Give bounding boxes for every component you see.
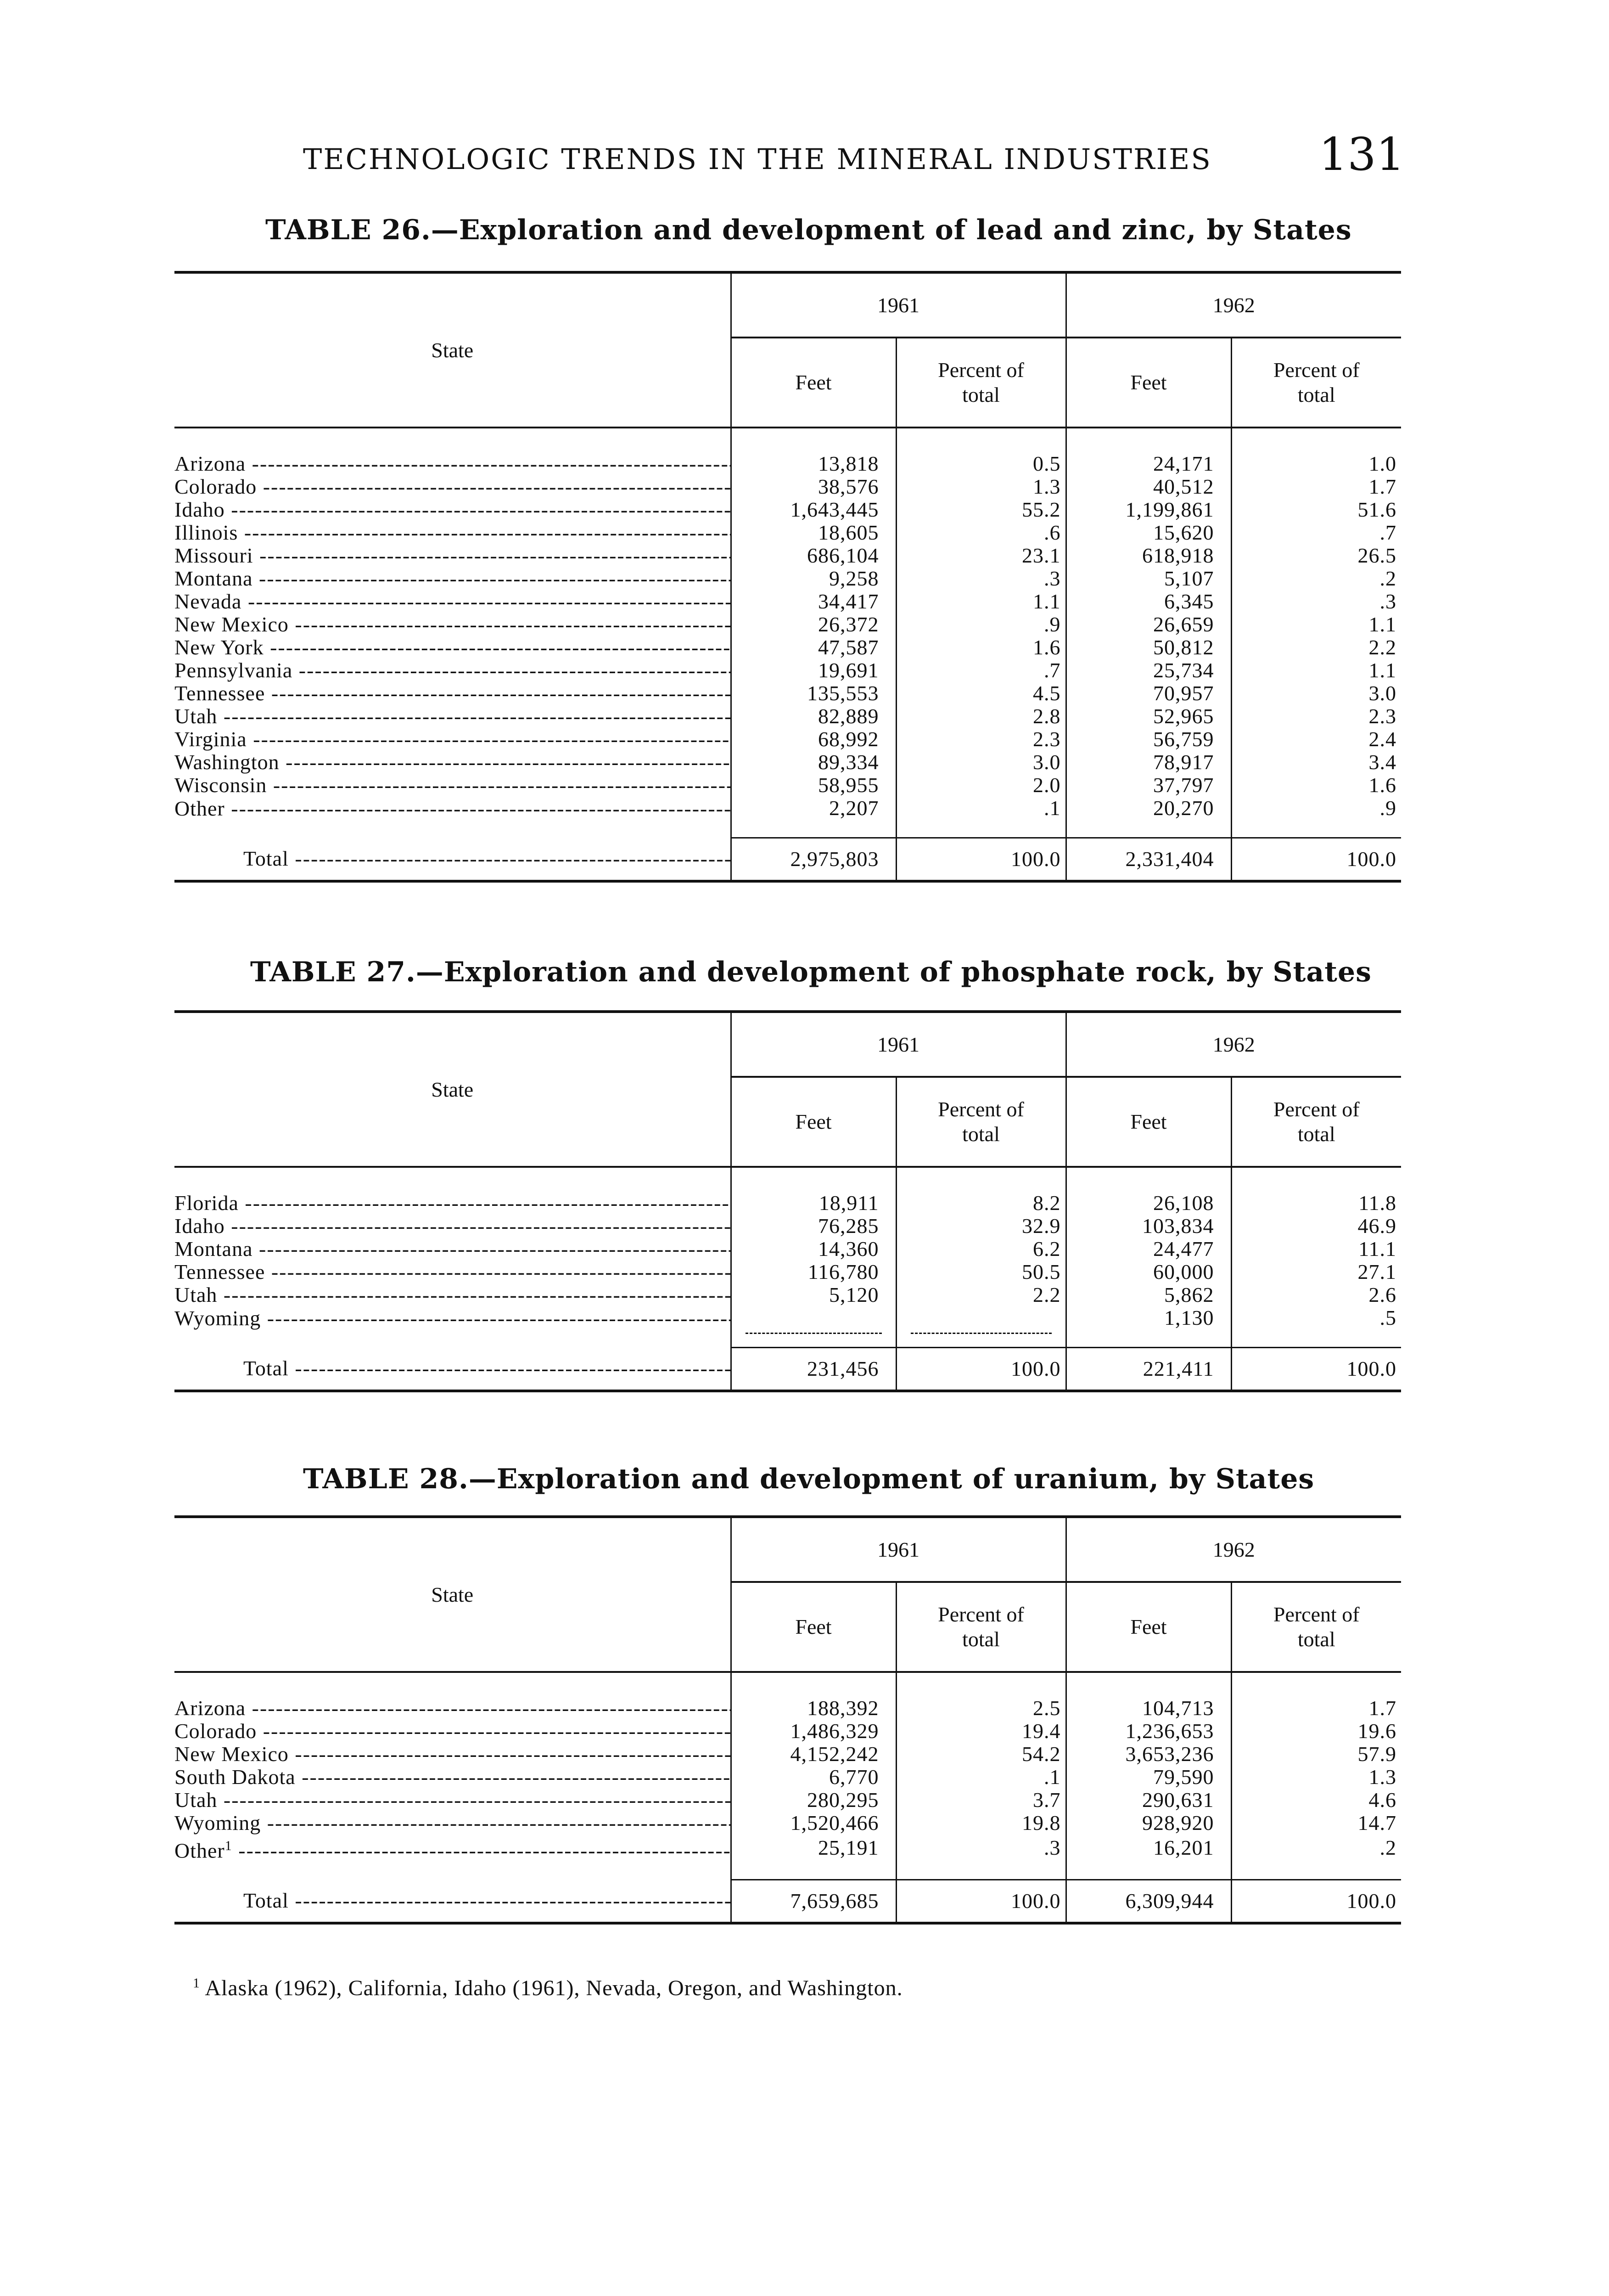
feet-1961: 58,955 bbox=[731, 774, 896, 797]
table-row bbox=[174, 1743, 1401, 1766]
table-row bbox=[174, 521, 1401, 544]
table-row bbox=[174, 1215, 1401, 1238]
state-label: Wyoming bbox=[174, 1306, 261, 1330]
table-row bbox=[174, 1720, 1401, 1743]
table-row bbox=[174, 1835, 1401, 1880]
feet-1961: 89,334 bbox=[731, 751, 896, 774]
feet-header: Feet bbox=[731, 1582, 896, 1672]
state-column-header: State bbox=[174, 1517, 731, 1672]
table-row bbox=[174, 682, 1401, 705]
year-1961-header: 1961 bbox=[731, 1012, 1066, 1077]
percent-1962: 11.1 bbox=[1231, 1238, 1401, 1261]
table-28 bbox=[174, 1515, 1401, 1925]
state-label: Montana bbox=[174, 1238, 253, 1261]
state-name bbox=[174, 797, 731, 838]
feet-1961: 280,295 bbox=[731, 1789, 896, 1812]
percent-1961: 3.0 bbox=[896, 751, 1066, 774]
percent-header bbox=[896, 338, 1066, 428]
state-label: Other bbox=[174, 1839, 225, 1863]
percent-1962: 1.1 bbox=[1231, 659, 1401, 682]
table-26-caption: TABLE 26.—Exploration and development of lead and zinc, by States bbox=[265, 214, 1352, 246]
percent-1961: .9 bbox=[896, 613, 1066, 636]
percent-1961: 6.2 bbox=[896, 1238, 1066, 1261]
feet-1961: 47,587 bbox=[731, 636, 896, 659]
percent-header-line1: Percent of bbox=[1273, 358, 1360, 382]
feet-1962: 15,620 bbox=[1066, 521, 1231, 544]
total-feet-1962: 221,411 bbox=[1066, 1348, 1231, 1391]
table-row bbox=[174, 1789, 1401, 1812]
total-percent-1961: 100.0 bbox=[896, 1348, 1066, 1391]
state-name bbox=[174, 1167, 731, 1215]
state-label: Utah bbox=[174, 705, 218, 728]
feet-1961: 25,191 bbox=[731, 1835, 896, 1880]
table-row bbox=[174, 1812, 1401, 1835]
feet-header: Feet bbox=[731, 338, 896, 428]
feet-1961: 9,258 bbox=[731, 567, 896, 590]
percent-1961: .3 bbox=[896, 567, 1066, 590]
state-label: Florida bbox=[174, 1191, 239, 1215]
table-row bbox=[174, 1306, 1401, 1348]
feet-1962: 928,920 bbox=[1066, 1812, 1231, 1835]
percent-1961: 19.8 bbox=[896, 1812, 1066, 1835]
percent-1961: 2.2 bbox=[896, 1283, 1066, 1306]
table-row bbox=[174, 567, 1401, 590]
feet-1961: 18,911 bbox=[731, 1167, 896, 1215]
total-label: Total ----- bbox=[174, 1348, 731, 1391]
feet-1961: 4,152,242 bbox=[731, 1743, 896, 1766]
footnote-ref: 1 bbox=[224, 1838, 232, 1853]
feet-1961: 1,486,329 bbox=[731, 1720, 896, 1743]
percent-header-line2: total bbox=[1297, 383, 1335, 406]
state-label: Wyoming bbox=[174, 1812, 261, 1835]
table-row bbox=[174, 774, 1401, 797]
percent-1961: 2.3 bbox=[896, 728, 1066, 751]
state-name bbox=[174, 1720, 731, 1743]
table-27 bbox=[174, 1010, 1401, 1392]
table-row bbox=[174, 1283, 1401, 1306]
table-row bbox=[174, 659, 1401, 682]
percent-header-line2: total bbox=[962, 1122, 1000, 1146]
state-label: Tennessee bbox=[174, 682, 265, 705]
state-name bbox=[174, 1789, 731, 1812]
percent-1961: 19.4 bbox=[896, 1720, 1066, 1743]
feet-1961 bbox=[731, 1306, 896, 1348]
state-label: Utah bbox=[174, 1789, 218, 1812]
state-name bbox=[174, 521, 731, 544]
percent-1962: .9 bbox=[1231, 797, 1401, 838]
state-name bbox=[174, 590, 731, 613]
percent-header-line1: Percent of bbox=[938, 1603, 1024, 1626]
state-label: Arizona bbox=[174, 1696, 246, 1720]
percent-1962: 27.1 bbox=[1231, 1261, 1401, 1283]
page-number: 131 bbox=[1318, 129, 1405, 181]
percent-1961: 2.0 bbox=[896, 774, 1066, 797]
state-label: Nevada bbox=[174, 590, 242, 613]
state-name bbox=[174, 705, 731, 728]
percent-1961 bbox=[896, 1306, 1066, 1348]
percent-header bbox=[1231, 1077, 1401, 1167]
table-27-caption: TABLE 27.—Exploration and development of phosphate rock, by States bbox=[250, 956, 1372, 988]
table-row bbox=[174, 475, 1401, 498]
percent-1962: 11.8 bbox=[1231, 1167, 1401, 1215]
state-name bbox=[174, 544, 731, 567]
state-label: New York bbox=[174, 636, 264, 659]
percent-1961: 23.1 bbox=[896, 544, 1066, 567]
percent-header-line2: total bbox=[1297, 1627, 1335, 1651]
percent-1961: .1 bbox=[896, 797, 1066, 838]
percent-1962: .7 bbox=[1231, 521, 1401, 544]
state-label: Colorado bbox=[174, 475, 257, 498]
feet-header: Feet bbox=[731, 1077, 896, 1167]
feet-1961: 68,992 bbox=[731, 728, 896, 751]
feet-1962: 6,345 bbox=[1066, 590, 1231, 613]
percent-1962: .3 bbox=[1231, 590, 1401, 613]
percent-1962: 1.1 bbox=[1231, 613, 1401, 636]
total-percent-1962: 100.0 bbox=[1231, 838, 1401, 882]
percent-header-line2: total bbox=[962, 1627, 1000, 1651]
state-label: Idaho bbox=[174, 1215, 225, 1238]
percent-1961: 1.1 bbox=[896, 590, 1066, 613]
year-1962-header: 1962 bbox=[1066, 272, 1401, 338]
feet-1962: 56,759 bbox=[1066, 728, 1231, 751]
feet-1962: 5,862 bbox=[1066, 1283, 1231, 1306]
percent-1962: 1.3 bbox=[1231, 1766, 1401, 1789]
state-label: Utah bbox=[174, 1283, 218, 1306]
percent-1961: 3.7 bbox=[896, 1789, 1066, 1812]
table-row bbox=[174, 1261, 1401, 1283]
feet-1962: 5,107 bbox=[1066, 567, 1231, 590]
state-label: New Mexico bbox=[174, 1743, 289, 1766]
percent-1962: 2.3 bbox=[1231, 705, 1401, 728]
feet-1962: 60,000 bbox=[1066, 1261, 1231, 1283]
feet-1961: 2,207 bbox=[731, 797, 896, 838]
percent-1962: 51.6 bbox=[1231, 498, 1401, 521]
state-label: Wisconsin bbox=[174, 774, 267, 797]
running-title: TECHNOLOGIC TRENDS IN THE MINERAL INDUSTRIES bbox=[303, 142, 1212, 176]
feet-1961: 188,392 bbox=[731, 1672, 896, 1720]
state-label: Pennsylvania bbox=[174, 659, 293, 682]
state-column-header: State bbox=[174, 1012, 731, 1167]
feet-1962: 1,236,653 bbox=[1066, 1720, 1231, 1743]
feet-1962: 40,512 bbox=[1066, 475, 1231, 498]
table-row bbox=[174, 728, 1401, 751]
feet-1962: 26,108 bbox=[1066, 1167, 1231, 1215]
state-name bbox=[174, 774, 731, 797]
table-row bbox=[174, 1167, 1401, 1215]
percent-1961: 55.2 bbox=[896, 498, 1066, 521]
feet-1961: 76,285 bbox=[731, 1215, 896, 1238]
feet-1962: 26,659 bbox=[1066, 613, 1231, 636]
state-name bbox=[174, 636, 731, 659]
percent-1962: 4.6 bbox=[1231, 1789, 1401, 1812]
total-feet-1961: 2,975,803 bbox=[731, 838, 896, 882]
percent-1962: 2.2 bbox=[1231, 636, 1401, 659]
state-label: Idaho bbox=[174, 498, 225, 521]
feet-1962: 3,653,236 bbox=[1066, 1743, 1231, 1766]
total-feet-1962: 6,309,944 bbox=[1066, 1880, 1231, 1923]
year-1961-header: 1961 bbox=[731, 1517, 1066, 1582]
table-row bbox=[174, 498, 1401, 521]
total-percent-1961: 100.0 bbox=[896, 1880, 1066, 1923]
table-row bbox=[174, 590, 1401, 613]
percent-header-line1: Percent of bbox=[1273, 1603, 1360, 1626]
total-feet-1961: 231,456 bbox=[731, 1348, 896, 1391]
state-label: Arizona bbox=[174, 452, 246, 475]
table-row bbox=[174, 1238, 1401, 1261]
percent-header bbox=[1231, 1582, 1401, 1672]
feet-1961: 34,417 bbox=[731, 590, 896, 613]
table-row bbox=[174, 1672, 1401, 1720]
percent-1962: 14.7 bbox=[1231, 1812, 1401, 1835]
feet-1961: 1,520,466 bbox=[731, 1812, 896, 1835]
state-name bbox=[174, 728, 731, 751]
year-1962-header: 1962 bbox=[1066, 1012, 1401, 1077]
total-row bbox=[174, 1880, 1401, 1923]
feet-1962: 70,957 bbox=[1066, 682, 1231, 705]
table-row bbox=[174, 1766, 1401, 1789]
total-percent-1962: 100.0 bbox=[1231, 1880, 1401, 1923]
total-feet-1962: 2,331,404 bbox=[1066, 838, 1231, 882]
percent-1962: 46.9 bbox=[1231, 1215, 1401, 1238]
percent-header-line2: total bbox=[962, 383, 1000, 406]
feet-1961: 6,770 bbox=[731, 1766, 896, 1789]
state-label: Montana bbox=[174, 567, 253, 590]
feet-1962: 618,918 bbox=[1066, 544, 1231, 567]
percent-1961: .7 bbox=[896, 659, 1066, 682]
feet-1961: 5,120 bbox=[731, 1283, 896, 1306]
dash-leader bbox=[911, 1320, 1052, 1334]
feet-1962: 50,812 bbox=[1066, 636, 1231, 659]
percent-1962: 1.7 bbox=[1231, 475, 1401, 498]
state-name bbox=[174, 1261, 731, 1283]
state-name bbox=[174, 1766, 731, 1789]
feet-1961: 116,780 bbox=[731, 1261, 896, 1283]
percent-1961: 4.5 bbox=[896, 682, 1066, 705]
total-row bbox=[174, 1348, 1401, 1391]
percent-1961: 8.2 bbox=[896, 1167, 1066, 1215]
percent-1962: 3.0 bbox=[1231, 682, 1401, 705]
feet-header: Feet bbox=[1066, 338, 1231, 428]
state-label: Other bbox=[174, 797, 225, 820]
percent-1962: 1.7 bbox=[1231, 1672, 1401, 1720]
table-row bbox=[174, 705, 1401, 728]
state-name bbox=[174, 751, 731, 774]
table-row bbox=[174, 544, 1401, 567]
feet-1962: 20,270 bbox=[1066, 797, 1231, 838]
percent-header-line2: total bbox=[1297, 1122, 1335, 1146]
total-feet-1961: 7,659,685 bbox=[731, 1880, 896, 1923]
percent-1961: 54.2 bbox=[896, 1743, 1066, 1766]
percent-1962: .2 bbox=[1231, 567, 1401, 590]
table-26 bbox=[174, 271, 1401, 883]
feet-1962: 24,171 bbox=[1066, 428, 1231, 475]
percent-1961: 2.5 bbox=[896, 1672, 1066, 1720]
year-1961-header: 1961 bbox=[731, 272, 1066, 338]
percent-1962: 57.9 bbox=[1231, 1743, 1401, 1766]
state-label: New Mexico bbox=[174, 613, 289, 636]
feet-1961: 686,104 bbox=[731, 544, 896, 567]
state-name bbox=[174, 498, 731, 521]
state-name bbox=[174, 1238, 731, 1261]
percent-1962: 3.4 bbox=[1231, 751, 1401, 774]
feet-1962: 79,590 bbox=[1066, 1766, 1231, 1789]
footnote-mark: 1 bbox=[193, 1975, 200, 1991]
feet-1962: 25,734 bbox=[1066, 659, 1231, 682]
state-name bbox=[174, 475, 731, 498]
feet-header: Feet bbox=[1066, 1582, 1231, 1672]
total-percent-1961: 100.0 bbox=[896, 838, 1066, 882]
percent-1961: 2.8 bbox=[896, 705, 1066, 728]
feet-1961: 14,360 bbox=[731, 1238, 896, 1261]
state-label: Illinois bbox=[174, 521, 238, 544]
percent-1961: .1 bbox=[896, 1766, 1066, 1789]
state-name bbox=[174, 1812, 731, 1835]
feet-1961: 38,576 bbox=[731, 475, 896, 498]
percent-1962: 2.4 bbox=[1231, 728, 1401, 751]
feet-1961: 1,643,445 bbox=[731, 498, 896, 521]
percent-1962: .2 bbox=[1231, 1835, 1401, 1880]
state-name bbox=[174, 1835, 731, 1880]
feet-1961: 82,889 bbox=[731, 705, 896, 728]
percent-1962: 1.6 bbox=[1231, 774, 1401, 797]
total-row bbox=[174, 838, 1401, 882]
percent-1961: .3 bbox=[896, 1835, 1066, 1880]
feet-1961: 26,372 bbox=[731, 613, 896, 636]
percent-1961: 32.9 bbox=[896, 1215, 1066, 1238]
state-name bbox=[174, 613, 731, 636]
feet-1962: 290,631 bbox=[1066, 1789, 1231, 1812]
state-name bbox=[174, 1672, 731, 1720]
percent-header-line1: Percent of bbox=[938, 358, 1024, 382]
feet-1961: 135,553 bbox=[731, 682, 896, 705]
total-percent-1962: 100.0 bbox=[1231, 1348, 1401, 1391]
state-name bbox=[174, 682, 731, 705]
state-name bbox=[174, 1743, 731, 1766]
feet-1962: 37,797 bbox=[1066, 774, 1231, 797]
total-label: Total ----- bbox=[174, 1880, 731, 1923]
state-label: Colorado bbox=[174, 1720, 257, 1743]
feet-1961: 13,818 bbox=[731, 428, 896, 475]
percent-1961: 1.3 bbox=[896, 475, 1066, 498]
state-label: Tennessee bbox=[174, 1261, 265, 1283]
feet-1962: 103,834 bbox=[1066, 1215, 1231, 1238]
table-row bbox=[174, 613, 1401, 636]
state-label: Washington bbox=[174, 751, 280, 774]
feet-1962: 52,965 bbox=[1066, 705, 1231, 728]
footnote bbox=[193, 1975, 903, 2001]
percent-header-line1: Percent of bbox=[938, 1097, 1024, 1121]
percent-1961: 1.6 bbox=[896, 636, 1066, 659]
footnote-text: Alaska (1962), California, Idaho (1961), Nevada, Oregon, and Washington. bbox=[205, 1976, 903, 2000]
state-name bbox=[174, 1215, 731, 1238]
state-name bbox=[174, 428, 731, 475]
percent-header bbox=[1231, 338, 1401, 428]
table-row bbox=[174, 636, 1401, 659]
state-label: Missouri bbox=[174, 544, 253, 567]
feet-1962: 24,477 bbox=[1066, 1238, 1231, 1261]
state-name bbox=[174, 567, 731, 590]
feet-1962: 104,713 bbox=[1066, 1672, 1231, 1720]
dash-leader bbox=[746, 1320, 882, 1334]
state-label: South Dakota bbox=[174, 1766, 296, 1789]
state-name bbox=[174, 659, 731, 682]
feet-1962: 1,130 bbox=[1066, 1306, 1231, 1348]
feet-1962: 78,917 bbox=[1066, 751, 1231, 774]
state-column-header: State bbox=[174, 272, 731, 428]
total-label: Total ----- bbox=[174, 838, 731, 882]
percent-1962: 26.5 bbox=[1231, 544, 1401, 567]
percent-1962: 2.6 bbox=[1231, 1283, 1401, 1306]
percent-1961: .6 bbox=[896, 521, 1066, 544]
feet-header: Feet bbox=[1066, 1077, 1231, 1167]
feet-1962: 16,201 bbox=[1066, 1835, 1231, 1880]
percent-1962: 19.6 bbox=[1231, 1720, 1401, 1743]
feet-1961: 18,605 bbox=[731, 521, 896, 544]
table-row bbox=[174, 428, 1401, 475]
percent-header bbox=[896, 1077, 1066, 1167]
state-name bbox=[174, 1306, 731, 1348]
table-row bbox=[174, 751, 1401, 774]
feet-1961: 19,691 bbox=[731, 659, 896, 682]
percent-1962: .5 bbox=[1231, 1306, 1401, 1348]
percent-header bbox=[896, 1582, 1066, 1672]
percent-1961: 50.5 bbox=[896, 1261, 1066, 1283]
running-head bbox=[303, 129, 1405, 188]
percent-1962: 1.0 bbox=[1231, 428, 1401, 475]
feet-1962: 1,199,861 bbox=[1066, 498, 1231, 521]
state-name bbox=[174, 1283, 731, 1306]
state-label: Virginia bbox=[174, 728, 247, 751]
table-row bbox=[174, 797, 1401, 838]
table-28-caption: TABLE 28.—Exploration and development of uranium, by States bbox=[303, 1463, 1315, 1495]
year-1962-header: 1962 bbox=[1066, 1517, 1401, 1582]
percent-1961: 0.5 bbox=[896, 428, 1066, 475]
percent-header-line1: Percent of bbox=[1273, 1097, 1360, 1121]
